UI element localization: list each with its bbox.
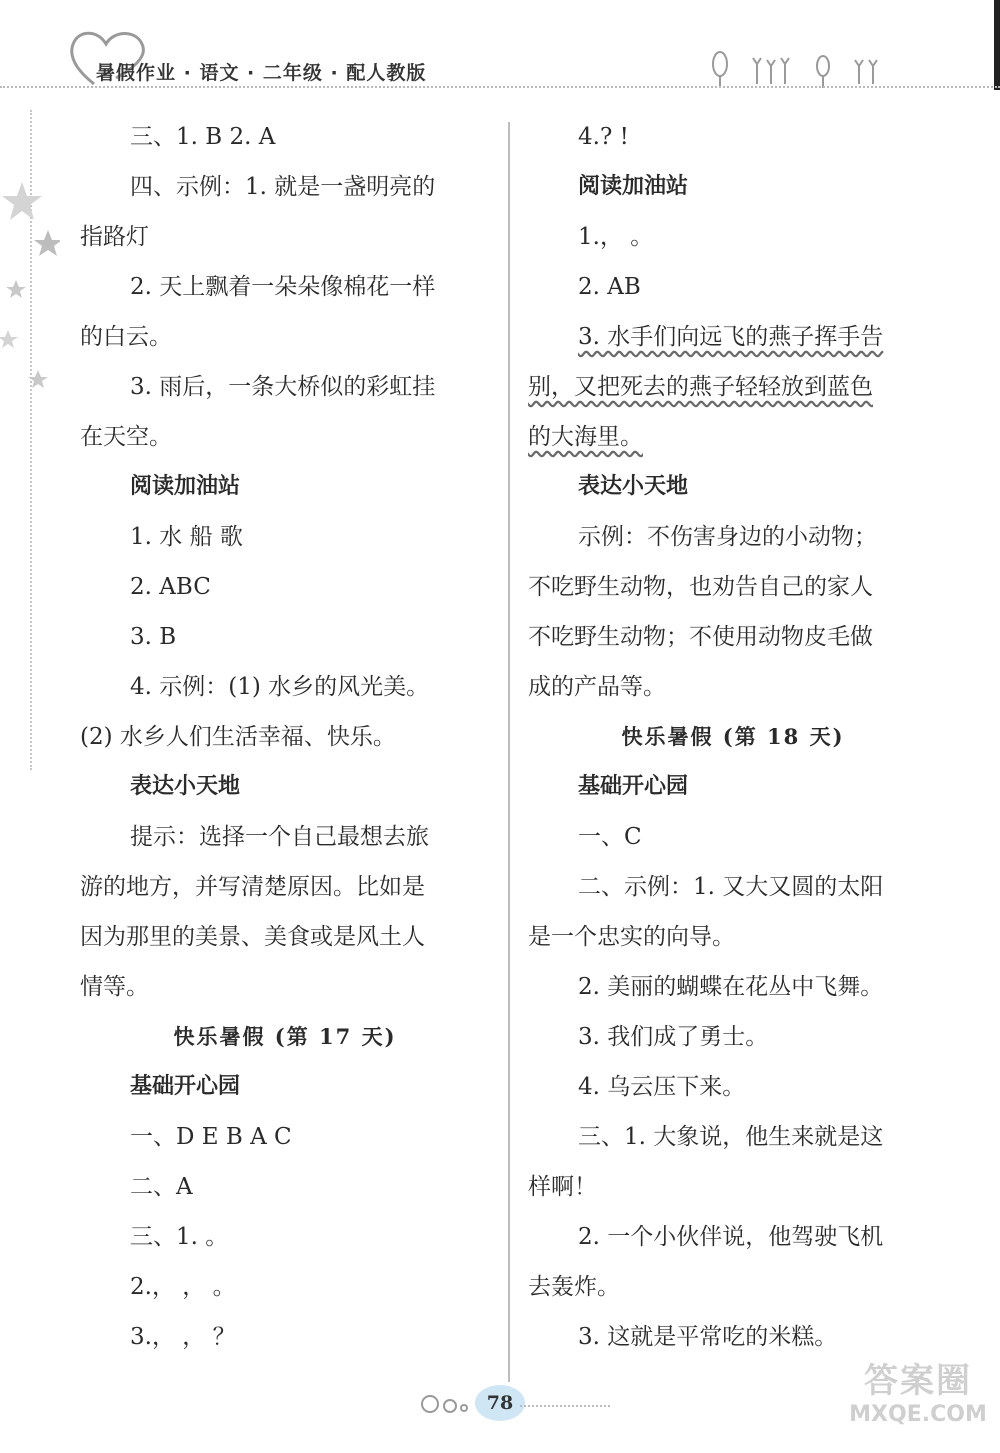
answer-line: 是一个忠实的向导。 (528, 924, 735, 950)
answer-line: 3. 这就是平常吃的米糕。 (578, 1324, 838, 1350)
answer-line: 3. B (130, 624, 177, 650)
answer-line: 1.， 。 (578, 224, 654, 250)
header-dotted-rule (0, 86, 1000, 88)
column-divider (508, 122, 510, 1382)
answer-line: 3. 雨后，一条大桥似的彩虹挂 (130, 374, 436, 400)
answer-line: 提示：选择一个自己最想去旅 (130, 824, 429, 850)
section-heading: 表达小天地 (130, 774, 241, 799)
answer-line: 2. 美丽的蝴蝶在花丛中飞舞。 (578, 974, 884, 1000)
section-heading: 快乐暑假 (第 17 天) (173, 1024, 397, 1049)
answer-line: 情等。 (80, 974, 149, 1000)
answer-line: 去轰炸。 (528, 1274, 620, 1300)
tree-decoration-icon (705, 50, 895, 90)
section-heading: 快乐暑假 (第 18 天) (621, 724, 845, 749)
answer-line: 不吃野生动物；不使用动物皮毛做 (528, 624, 873, 650)
answer-line: 4.? ! (578, 124, 629, 150)
answer-column-right (528, 112, 938, 1362)
answer-line: 一、C (578, 824, 642, 850)
page-edge-mark (994, 0, 1000, 90)
page-number: 78 (475, 1385, 525, 1421)
watermark-url: MXQE.COM (849, 1402, 987, 1427)
answer-line: 2.， ， 。 (130, 1274, 236, 1300)
answer-line: 示例：不伤害身边的小动物； (578, 524, 877, 550)
answer-line: 4. 示例：(1) 水乡的风光美。 (130, 674, 430, 700)
answer-line: 3.， ， ？ (130, 1324, 236, 1350)
answer-line: 3. 我们成了勇士。 (578, 1024, 769, 1050)
footer-dotted-rule (520, 1405, 610, 1407)
answer-line: 四、示例：1. 就是一盏明亮的 (130, 174, 436, 200)
section-heading: 基础开心园 (578, 774, 689, 799)
answer-line: 3. 水手们向远飞的燕子挥手告 (578, 324, 884, 350)
answer-line: 二、示例：1. 又大又圆的太阳 (578, 874, 884, 900)
answer-line: 三、1. 。 (130, 1224, 229, 1250)
answer-line: 游的地方，并写清楚原因。比如是 (80, 874, 425, 900)
section-heading: 阅读加油站 (578, 174, 689, 199)
section-heading: 表达小天地 (578, 474, 689, 499)
answer-line: 三、1. 大象说，他生来就是这 (578, 1124, 884, 1150)
answer-line: 样啊！ (528, 1174, 597, 1200)
answer-line: 2. 天上飘着一朵朵像棉花一样 (130, 274, 436, 300)
answer-line: 一、D E B A C (130, 1124, 292, 1150)
answer-line: 2. ABC (130, 574, 211, 600)
answer-line: 不吃野生动物，也劝告自己的家人 (528, 574, 873, 600)
running-header: 暑假作业 · 语文 · 二年级 · 配人教版 (96, 62, 427, 84)
answer-line: 2. AB (578, 274, 641, 300)
watermark-logo-text: 答案圈 (864, 1361, 972, 1401)
watermark (838, 1360, 998, 1428)
answer-line: 2. 一个小伙伴说，他驾驶飞机 (578, 1224, 884, 1250)
answer-line: 4. 乌云压下来。 (578, 1074, 746, 1100)
answer-line: 1. 水 船 歌 (130, 524, 243, 550)
answer-line: 因为那里的美景、美食或是风土人 (80, 924, 425, 950)
answer-line: 指路灯 (80, 224, 149, 250)
answer-line: 三、1. B 2. A (130, 124, 276, 150)
answer-line: 别，又把死去的燕子轻轻放到蓝色 (528, 374, 873, 400)
answer-line: 在天空。 (80, 424, 172, 450)
answer-line: 二、A (130, 1174, 193, 1200)
answer-line: 的白云。 (80, 324, 172, 350)
section-heading: 基础开心园 (130, 1074, 241, 1099)
stars-decoration-icon (0, 180, 60, 400)
answer-line: (2) 水乡人们生活幸福、快乐。 (80, 724, 396, 750)
bubble-decoration-icon (418, 1392, 474, 1416)
answer-line: 成的产品等。 (528, 674, 666, 700)
answer-line: 的大海里。 (528, 424, 643, 450)
answer-column-left (80, 112, 490, 1362)
section-heading: 阅读加油站 (130, 474, 241, 499)
